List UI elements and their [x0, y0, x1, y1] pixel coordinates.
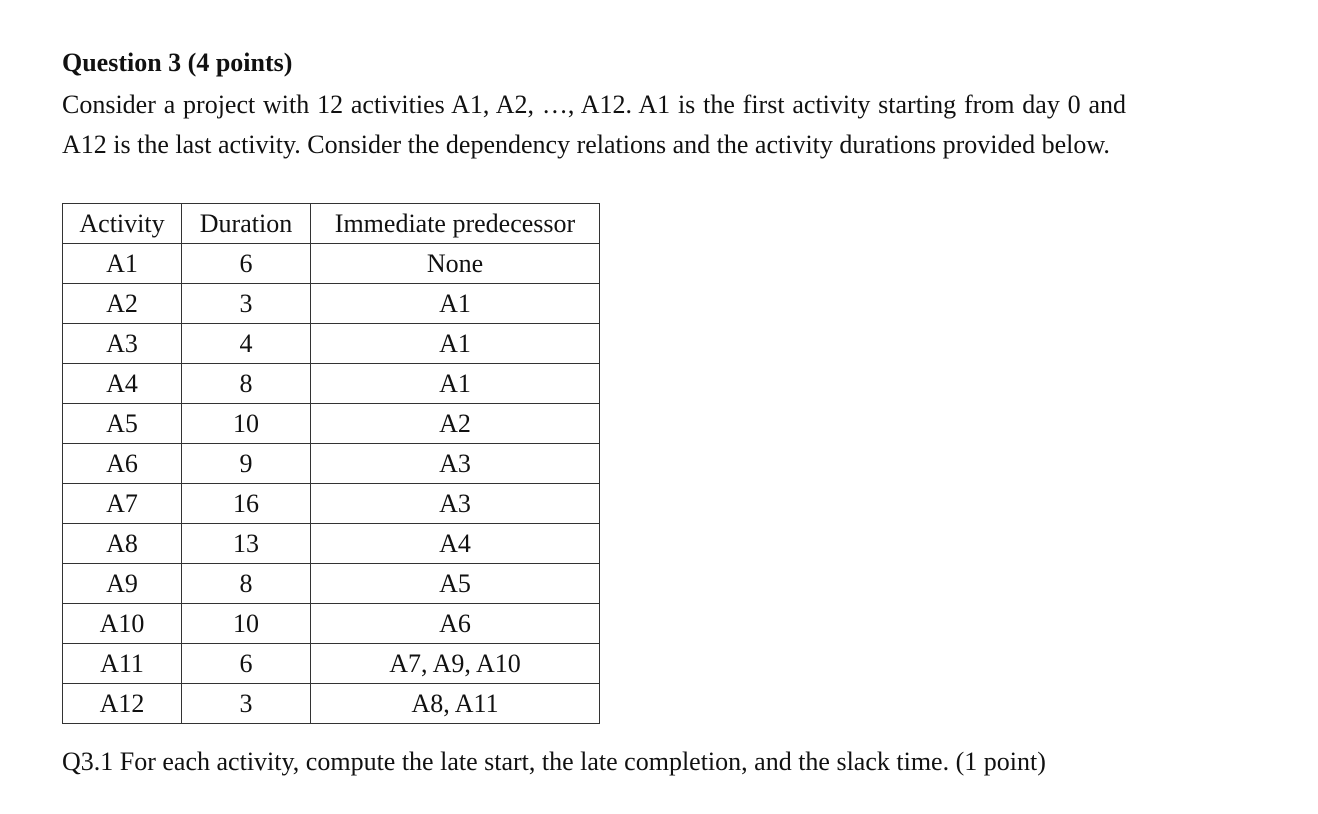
cell-predecessor: A1	[311, 364, 600, 404]
cell-activity: A2	[63, 284, 182, 324]
cell-duration: 16	[182, 484, 311, 524]
cell-activity: A7	[63, 484, 182, 524]
cell-duration: 10	[182, 404, 311, 444]
table-row	[63, 484, 600, 524]
cell-activity: A10	[63, 604, 182, 644]
cell-predecessor: A5	[311, 564, 600, 604]
cell-predecessor: A8, A11	[311, 684, 600, 724]
table-row	[63, 444, 600, 484]
header-activity: Activity	[63, 204, 182, 244]
table-header-row	[63, 204, 600, 244]
cell-predecessor: None	[311, 244, 600, 284]
cell-predecessor: A1	[311, 324, 600, 364]
cell-duration: 10	[182, 604, 311, 644]
table-row	[63, 404, 600, 444]
table-row	[63, 364, 600, 404]
cell-predecessor: A4	[311, 524, 600, 564]
table-row	[63, 524, 600, 564]
cell-duration: 6	[182, 644, 311, 684]
cell-activity: A4	[63, 364, 182, 404]
cell-duration: 3	[182, 284, 311, 324]
activity-table-container	[62, 203, 600, 724]
header-duration: Duration	[182, 204, 311, 244]
table-row	[63, 244, 600, 284]
question-title: Question 3 (4 points)	[62, 48, 293, 77]
cell-duration: 8	[182, 564, 311, 604]
cell-duration: 6	[182, 244, 311, 284]
cell-predecessor: A6	[311, 604, 600, 644]
cell-predecessor: A3	[311, 484, 600, 524]
table-row	[63, 564, 600, 604]
cell-activity: A3	[63, 324, 182, 364]
table-row	[63, 684, 600, 724]
cell-activity: A12	[63, 684, 182, 724]
table-row	[63, 604, 600, 644]
cell-duration: 8	[182, 364, 311, 404]
table-row	[63, 324, 600, 364]
question-intro: Consider a project with 12 activities A1, A2, …, A12. A1 is the first activity starting from day 0 and A12 is the last activity. Consider the dependency relations and the activity durations provided below.	[62, 90, 1126, 159]
cell-predecessor: A1	[311, 284, 600, 324]
cell-activity: A8	[63, 524, 182, 564]
cell-duration: 13	[182, 524, 311, 564]
cell-activity: A6	[63, 444, 182, 484]
cell-duration: 9	[182, 444, 311, 484]
header-predecessor: Immediate predecessor	[311, 204, 600, 244]
table-row	[63, 284, 600, 324]
cell-predecessor: A7, A9, A10	[311, 644, 600, 684]
subquestion-text: Q3.1 For each activity, compute the late start, the late completion, and the slack time. (1 point)	[62, 747, 1046, 776]
table-row	[63, 644, 600, 684]
cell-predecessor: A2	[311, 404, 600, 444]
cell-activity: A1	[63, 244, 182, 284]
cell-duration: 4	[182, 324, 311, 364]
cell-activity: A5	[63, 404, 182, 444]
cell-activity: A11	[63, 644, 182, 684]
cell-activity: A9	[63, 564, 182, 604]
cell-predecessor: A3	[311, 444, 600, 484]
cell-duration: 3	[182, 684, 311, 724]
activity-table	[62, 203, 600, 724]
